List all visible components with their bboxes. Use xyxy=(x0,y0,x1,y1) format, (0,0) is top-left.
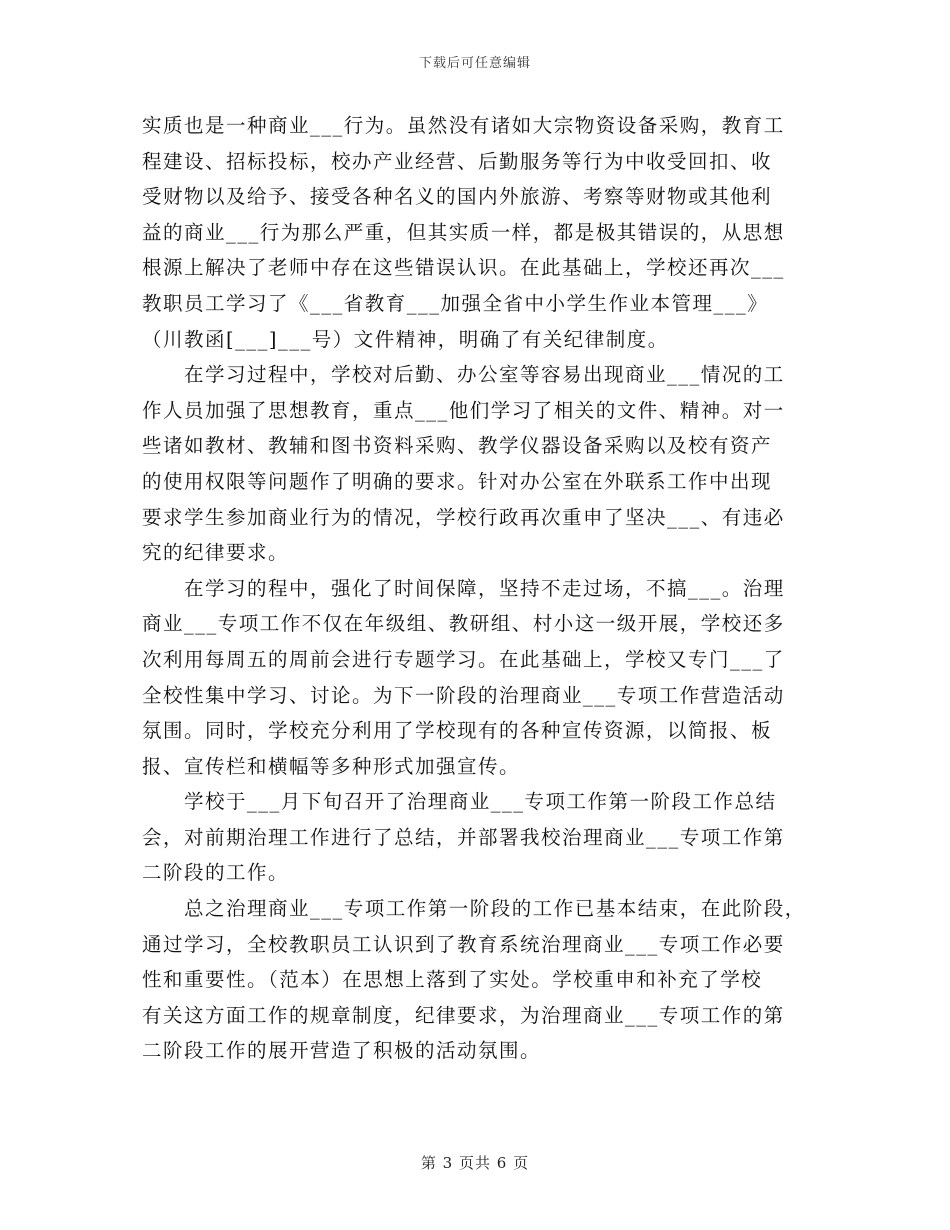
text-line: （川教函[___]___号）文件精神，明确了有关纪律制度。 xyxy=(142,327,669,351)
page-header: 下载后可任意编辑 xyxy=(418,56,531,71)
text-line: 全校性集中学习、讨论。为下一阶段的治理商业___专项工作营造活动 xyxy=(142,683,785,707)
text-line: 要求学生参加商业行为的情况，学校行政再次重申了坚决___、有违必 xyxy=(142,505,785,529)
text-line: 学校于___月下旬召开了治理商业___专项工作第一阶段工作总结 xyxy=(142,790,777,814)
text-line: 的使用权限等问题作了明确的要求。针对办公室在外联系工作中出现 xyxy=(142,469,773,493)
text-line: 究的纪律要求。 xyxy=(142,541,290,565)
text-line: 教职员工学习了《___省教育___加强全省中小学生作业本管理___》 xyxy=(142,291,769,315)
text-line: 些诸如教材、教辅和图书资料采购、教学仪器设备采购以及校有资产 xyxy=(142,434,773,458)
text-line: 在学习的程中，强化了时间保障，坚持不走过场，不搞___。治理 xyxy=(142,576,785,600)
text-line: 二阶段的工作。 xyxy=(142,861,290,885)
text-line: 总之治理商业___专项工作第一阶段的工作已基本结束，在此阶段， xyxy=(142,897,806,921)
text-line: 性和重要性。（范本）在思想上落到了实处。学校重申和补充了学校 xyxy=(142,968,763,992)
text-line: 次利用每周五的周前会进行专题学习。在此基础上，学校又专门___了 xyxy=(142,647,785,671)
text-line: 会，对前期治理工作进行了总结，并部署我校治理商业___专项工作第 xyxy=(142,825,785,849)
text-line: 益的商业___行为那么严重，但其实质一样，都是极其错误的，从思想 xyxy=(142,220,785,244)
text-line: 通过学习，全校教职员工认识到了教育系统治理商业___专项工作必要 xyxy=(142,932,785,956)
text-line: 有关这方面工作的规章制度，纪律要求，为治理商业___专项工作的第 xyxy=(142,1003,785,1027)
text-line: 报、宣传栏和横幅等多种形式加强宣传。 xyxy=(142,754,521,778)
text-line: 在学习过程中，学校对后勤、办公室等容易出现商业___情况的工 xyxy=(142,363,785,387)
text-line: 作人员加强了思想教育，重点___他们学习了相关的文件、精神。对一 xyxy=(142,398,785,422)
text-line: 受财物以及给予、接受各种名义的国内外旅游、考察等财物或其他利 xyxy=(142,185,773,209)
document-body xyxy=(142,108,812,1069)
text-line: 实质也是一种商业___行为。虽然没有诸如大宗物资设备采购，教育工 xyxy=(142,114,785,137)
text-line: 程建设、招标投标，校办产业经营、后勤服务等行为中收受回扣、收 xyxy=(142,149,773,173)
text-line: 根源上解决了老师中存在这些错误认识。在此基础上，学校还再次___ xyxy=(142,256,785,280)
text-line: 氛围。同时，学校充分利用了学校现有的各种宣传资源，以简报、板 xyxy=(142,719,773,743)
text-line: 商业___专项工作不仅在年级组、教研组、村小这一级开展，学校还多 xyxy=(142,612,785,636)
text-line: 二阶段工作的展开营造了积极的活动氛围。 xyxy=(142,1039,542,1063)
page-number-footer: 第 3 页共 6 页 xyxy=(420,1154,530,1172)
